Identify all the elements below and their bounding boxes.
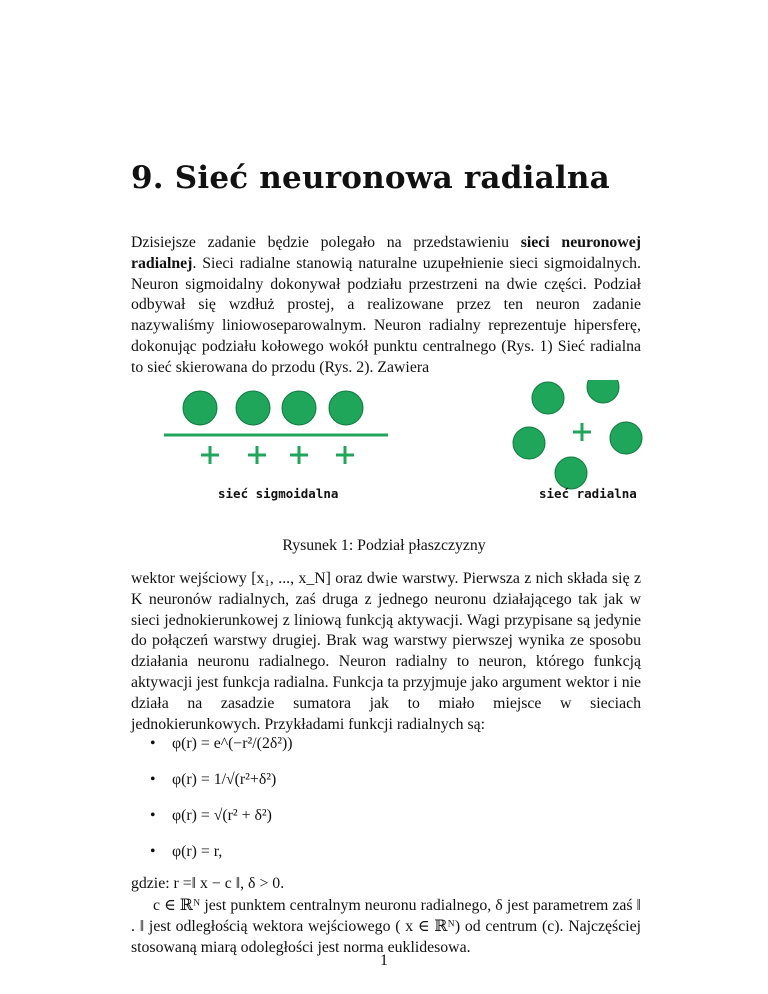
plus-sign — [290, 446, 308, 464]
radial-circle — [532, 382, 564, 414]
intro-bold-term: sieci neuronowej radialnej — [131, 234, 641, 272]
plus-sign — [201, 446, 219, 464]
formula-linear: • φ(r) = r, — [150, 843, 223, 860]
formula-text: φ(r) = 1/√(r²+δ²) — [172, 771, 277, 788]
sigmoid-circle — [282, 391, 316, 425]
plus-sign — [336, 446, 354, 464]
figure-caption: Rysunek 1: Podział płaszczyzny — [282, 537, 486, 554]
intro-paragraph — [131, 233, 641, 379]
plus-sign — [248, 446, 266, 464]
sigmoid-circles — [183, 391, 363, 425]
page-number: 1 — [380, 952, 388, 969]
sigmoid-label: sieć sigmoidalna — [218, 486, 339, 501]
sigmoid-circle — [183, 391, 217, 425]
radial-label: sieć radialna — [539, 486, 637, 501]
sigmoid-plus-signs — [201, 446, 354, 464]
sigmoid-circle — [329, 391, 363, 425]
figure-1 — [150, 380, 650, 510]
radial-circles — [513, 380, 642, 489]
intro-text-1: Dzisiejsze zadanie będzie polegało na przedstawieniu — [131, 234, 521, 251]
radial-circle — [513, 427, 545, 459]
section-title: 9. Sieć neuronowa radialna — [131, 160, 610, 196]
formula-inverse-multiquadric: • φ(r) = 1/√(r²+δ²) — [150, 771, 277, 788]
where-line: gdzie: r =‖ x − c ‖, δ > 0. — [131, 875, 285, 892]
formula-text: φ(r) = e^(−r²/(2δ²)) — [172, 735, 293, 752]
radial-circle — [555, 457, 587, 489]
radial-circle — [587, 380, 619, 403]
formula-gaussian: • φ(r) = e^(−r²/(2δ²)) — [150, 735, 293, 752]
intro-text-2: . Sieci radialne stanowią naturalne uzupełnienie sieci sigmoidalnych. Neuron sigmoidalny dokonywał podziału przestrzeni na dwie części. Podział odbywał się wzdłuż prostej, a realizowane przez ten neuron zadanie nazywaliśmy liniowoseparowalnym. Neuron radialny reprezentuje hipersferę, dokonując podziału kołowego wokół punktu centralnego (Rys. 1) Sieć radialna to sieć skierowana do przodu (Rys. 2). Zawiera — [131, 254, 641, 376]
radial-circle — [610, 422, 642, 454]
sigmoid-circle — [236, 391, 270, 425]
centre-paragraph: c ∈ ℝᴺ jest punktem centralnym neuronu radialnego, δ jest parametrem zaś ‖ . ‖ jest odległością wektora wejściowego ( x ∈ ℝᴺ) od centrum (c). Najczęściej stosowaną miarą odoległości jest norma euklidesowa. — [131, 897, 641, 956]
radial-center-plus — [573, 423, 591, 441]
formula-multiquadric: • φ(r) = √(r² + δ²) — [150, 807, 272, 824]
formula-text: φ(r) = √(r² + δ²) — [172, 807, 272, 824]
body-paragraph: wektor wejściowy [x₁, ..., x_N] oraz dwie warstwy. Pierwsza z nich składa się z K neuronów radialnych, zaś druga z jednego neuronu działającego tak jak w sieci jednokierunkowej z liniową funkcją aktywacji. Wagi przypisane są jedynie do połączeń warstwy drugiej. Brak wag warstwy pierwszej wynika ze sposobu działania neuronu radialnego. Neuron radialny to neuron, którego funkcją aktywacji jest funkcja radialna. Funkcja ta przyjmuje jako argument wektor i nie działa na zasadzie sumatora jak to miało miejsce w sieciach jednokierunkowych. Przykładami funkcji radialnych są: — [131, 570, 641, 733]
formula-text: φ(r) = r, — [172, 843, 223, 860]
